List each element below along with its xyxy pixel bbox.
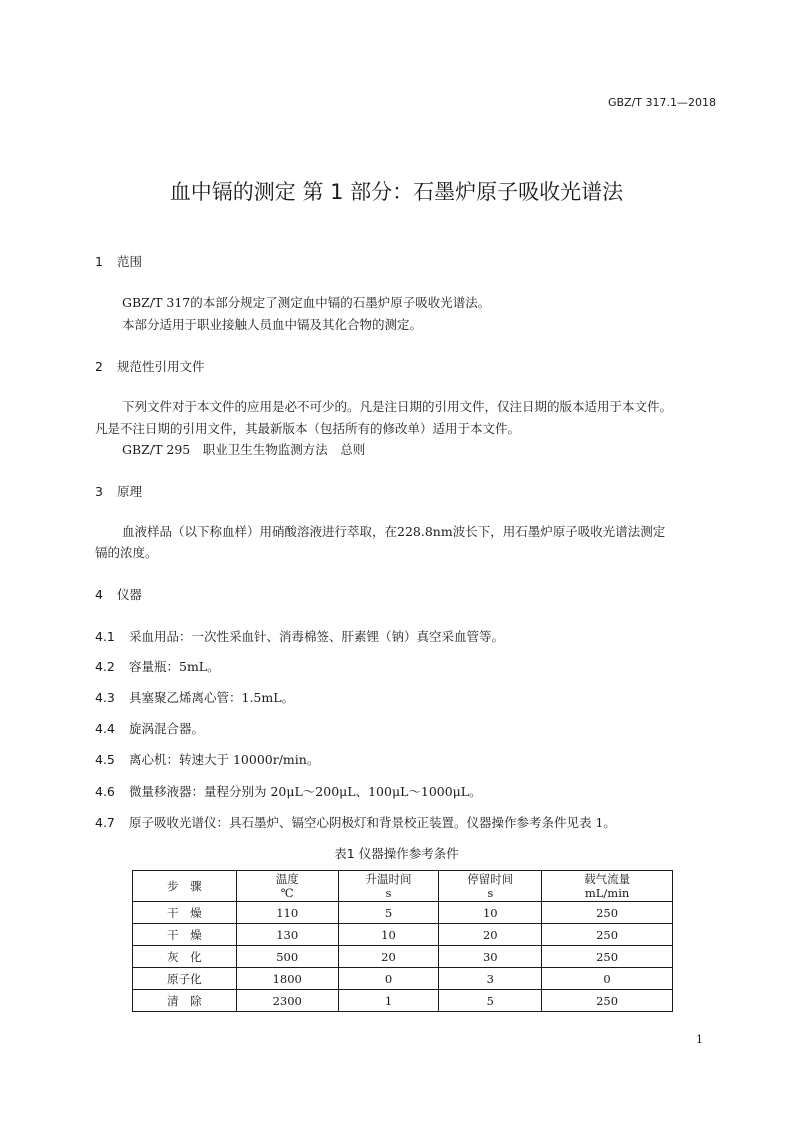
table-cell: 500: [236, 946, 338, 968]
table-cell: 1800: [236, 968, 338, 990]
item-text: 微量移液器：量程分别为 20μL～200μL、100μL～1000μL。: [129, 784, 482, 799]
table-cell: 10: [338, 924, 439, 946]
paragraph: 凡是不注日期的引用文件，其最新版本（包括所有的修改单）适用于本文件。: [95, 421, 521, 436]
list-item: [95, 750, 319, 768]
table-cell: 灰 化: [133, 946, 237, 968]
item-text: 旋涡混合器。: [129, 721, 205, 736]
item-text: 采血用品：一次性采血针、消毒棉签、肝素锂（钠）真空采血管等。: [129, 629, 505, 644]
table-cell: 250: [542, 946, 673, 968]
section-number: 1: [95, 254, 103, 269]
table-cell: 干 燥: [133, 902, 237, 924]
list-item: [95, 627, 504, 645]
table-cell: 0: [338, 968, 439, 990]
section-3-heading: [95, 482, 142, 500]
section-4-heading: [95, 585, 142, 603]
item-number: 4.5: [95, 752, 115, 767]
table-cell: 1: [338, 990, 439, 1012]
item-number: 4.2: [95, 659, 115, 674]
table-cell: 5: [439, 990, 542, 1012]
table-cell: 110: [236, 902, 338, 924]
list-item: [95, 782, 482, 800]
list-item: [95, 813, 616, 831]
table-row: [133, 990, 673, 1012]
column-header-ramp-time: 升温时间 s: [338, 871, 439, 902]
table-row: [133, 946, 673, 968]
paragraph: 下列文件对于本文件的应用是必不可少的。凡是注日期的引用文件，仅注日期的版本适用于本文件。: [122, 399, 673, 414]
standard-number: GBZ/T 317.1—2018: [607, 96, 716, 109]
paragraph: GBZ/T 317的本部分规定了测定血中镉的石墨炉原子吸收光谱法。: [122, 295, 491, 310]
section-number: 2: [95, 359, 103, 374]
section-1-heading: [95, 252, 142, 270]
table-cell: 10: [439, 902, 542, 924]
table-header-row: [133, 871, 673, 902]
item-number: 4.1: [95, 629, 115, 644]
document-title: 血中镉的测定 第 1 部分：石墨炉原子吸收光谱法: [169, 180, 624, 204]
reference-entry: GBZ/T 295 职业卫生生物监测方法 总则: [122, 442, 366, 457]
table-cell: 清 除: [133, 990, 237, 1012]
table-cell: 原子化: [133, 968, 237, 990]
column-header-temperature: 温度 ℃: [236, 871, 338, 902]
paragraph: 血液样品（以下称血样）用硝酸溶液进行萃取，在228.8nm波长下，用石墨炉原子吸收光谱法测定: [122, 524, 666, 539]
section-title: 范围: [117, 254, 143, 269]
item-text: 具塞聚乙烯离心管：1.5mL。: [129, 690, 295, 705]
section-number: 3: [95, 484, 103, 499]
table-cell: 250: [542, 902, 673, 924]
table-row: [133, 968, 673, 990]
list-item: [95, 688, 294, 706]
item-number: 4.4: [95, 721, 115, 736]
table-cell: 30: [439, 946, 542, 968]
column-header-gas-flow: 载气流量 mL/min: [542, 871, 673, 902]
item-number: 4.3: [95, 690, 115, 705]
item-number: 4.7: [95, 815, 115, 830]
table-cell: 5: [338, 902, 439, 924]
column-header-hold-time: 停留时间 s: [439, 871, 542, 902]
item-text: 容量瓶：5mL。: [129, 659, 220, 674]
section-title: 仪器: [117, 587, 143, 602]
paragraph: 镉的浓度。: [95, 545, 158, 560]
table-cell: 20: [338, 946, 439, 968]
table-cell: 干 燥: [133, 924, 237, 946]
table-cell: 2300: [236, 990, 338, 1012]
item-number: 4.6: [95, 784, 115, 799]
instrument-conditions-table: [132, 870, 673, 1012]
table-row: [133, 924, 673, 946]
item-text: 原子吸收光谱仪：具石墨炉、镉空心阴极灯和背景校正装置。仪器操作参考条件见表 1。: [129, 815, 616, 830]
section-number: 4: [95, 587, 103, 602]
item-text: 离心机：转速大于 10000r/min。: [129, 752, 320, 767]
table-cell: 20: [439, 924, 542, 946]
paragraph: 本部分适用于职业接触人员血中镉及其化合物的测定。: [122, 317, 423, 332]
list-item: [95, 719, 204, 737]
table-cell: 250: [542, 924, 673, 946]
table-cell: 250: [542, 990, 673, 1012]
page-number: 1: [696, 1033, 703, 1046]
section-title: 规范性引用文件: [117, 359, 205, 374]
section-2-heading: [95, 357, 205, 375]
table-caption: 表1 仪器操作参考条件: [334, 846, 459, 861]
list-item: [95, 657, 220, 675]
table-cell: 130: [236, 924, 338, 946]
table-cell: 3: [439, 968, 542, 990]
section-title: 原理: [117, 484, 143, 499]
table-cell: 0: [542, 968, 673, 990]
table-row: [133, 902, 673, 924]
column-header-step: 步 骤: [133, 871, 237, 902]
